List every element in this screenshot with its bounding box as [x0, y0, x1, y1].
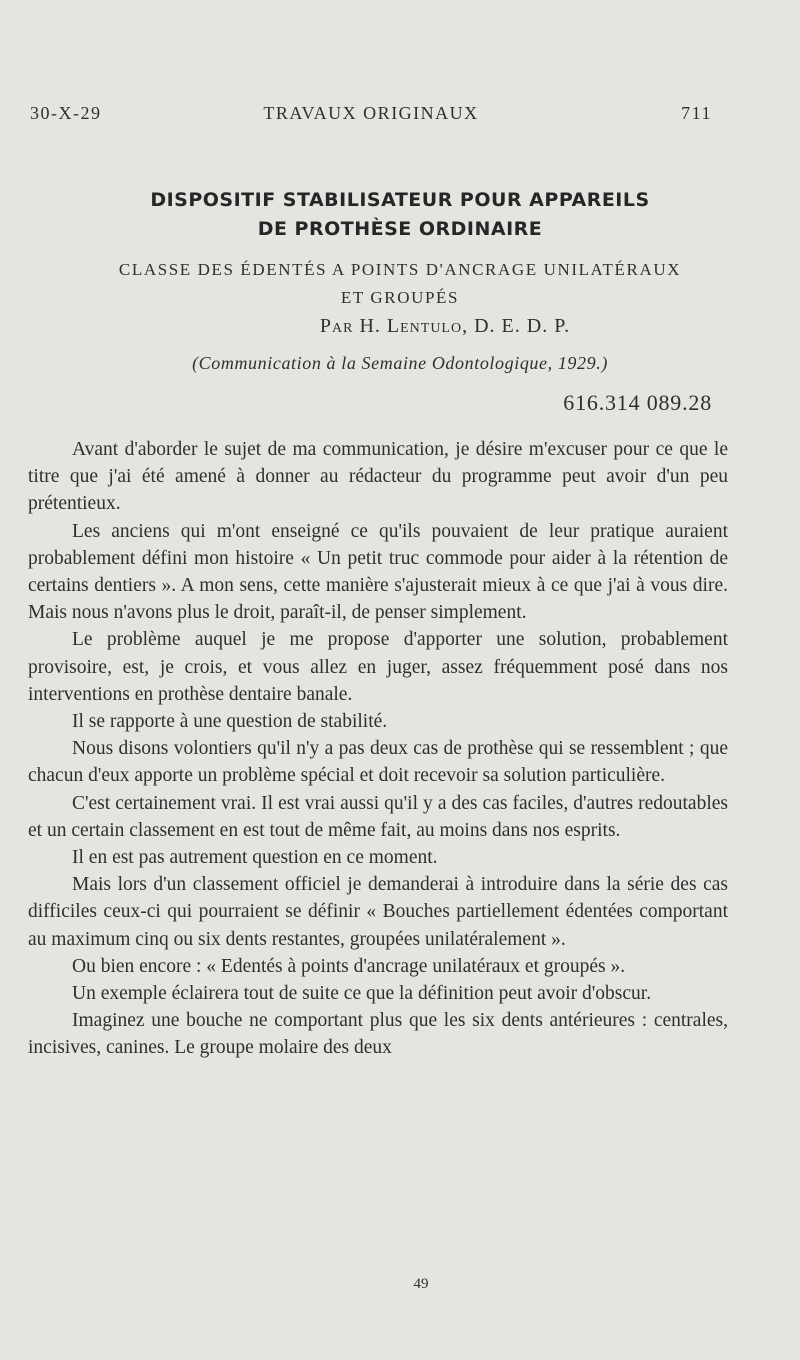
paragraph: Il en est pas autrement question en ce moment. — [72, 847, 438, 869]
paragraph: Le problème auquel je me propose d'apporter une solution, probablement provisoire, est, je crois, et vous allez en juger, assez fréquemment posé dans nos interventions en prothèse dentaire banale. — [28, 629, 728, 705]
classification-number: 616.314 089.28 — [563, 390, 712, 415]
paragraph: Un exemple éclairera tout de suite ce que la définition peut avoir d'obscur. — [72, 983, 652, 1005]
article-subtitle-line-2: ET GROUPÉS — [340, 288, 460, 307]
article-subtitle — [30, 256, 770, 312]
article-title — [40, 186, 760, 244]
paragraph: Avant d'aborder le sujet de ma communication, je désire m'excuser pour ce que le titre que j'ai été amené à donner au rédacteur du programme peut avoir d'un peu prétentieux. — [28, 439, 728, 515]
article-communication-note: (Communication à la Semaine Odontologique, 1929.) — [192, 353, 608, 373]
paragraph: C'est certainement vrai. Il est vrai aussi qu'il y a des cas faciles, d'autres redoutables et un certain classement en est tout de même fait, au moins dans nos esprits. — [28, 792, 728, 841]
running-head — [30, 103, 712, 127]
paragraph: Imaginez une bouche ne comportant plus que les six dents antérieures : centrales, incisives, canines. Le groupe molaire des deux — [28, 1010, 728, 1059]
running-head-date: 30-X-29 — [30, 103, 102, 123]
signature-folio: 49 — [413, 1276, 429, 1292]
article-author: Par H. Lentulo, D. E. D. P. — [319, 315, 571, 337]
running-head-page-number: 711 — [681, 103, 712, 123]
article-title-line-1: DISPOSITIF STABILISATEUR POUR APPAREILS — [150, 189, 650, 211]
paragraph: Ou bien encore : « Edentés à points d'ancrage unilatéraux et groupés ». — [72, 955, 626, 977]
article-body — [28, 436, 728, 1062]
paragraph: Nous disons volontiers qu'il n'y a pas deux cas de prothèse qui se ressemblent ; que chacun d'eux apporte un problème spécial et doit recevoir sa solution particulière. — [28, 738, 728, 787]
paragraph: Les anciens qui m'ont enseigné ce qu'ils pouvaient de leur pratique auraient probablement défini mon histoire « Un petit truc commode pour aider à la rétention de certains dentiers ». A mon sens, cette manière s'ajusterait mieux à ce que j'ai à vous dire. Mais nous n'avons plus le droit, paraît-il, de penser simplement. — [28, 520, 728, 624]
article-subtitle-line-1: CLASSE DES ÉDENTÉS A POINTS D'ANCRAGE UNILATÉRAUX — [118, 260, 682, 279]
paragraph: Il se rapporte à une question de stabilité. — [72, 711, 388, 733]
article-title-line-2: DE PROTHÈSE ORDINAIRE — [257, 218, 543, 240]
paragraph: Mais lors d'un classement officiel je demanderai à introduire dans la série des cas difficiles ceux-ci qui pourraient se définir « Bouches partiellement édentées comportant au maximum cinq ou six dents restantes, groupées unilatéralement ». — [28, 874, 728, 950]
running-head-section: TRAVAUX ORIGINAUX — [263, 103, 479, 123]
